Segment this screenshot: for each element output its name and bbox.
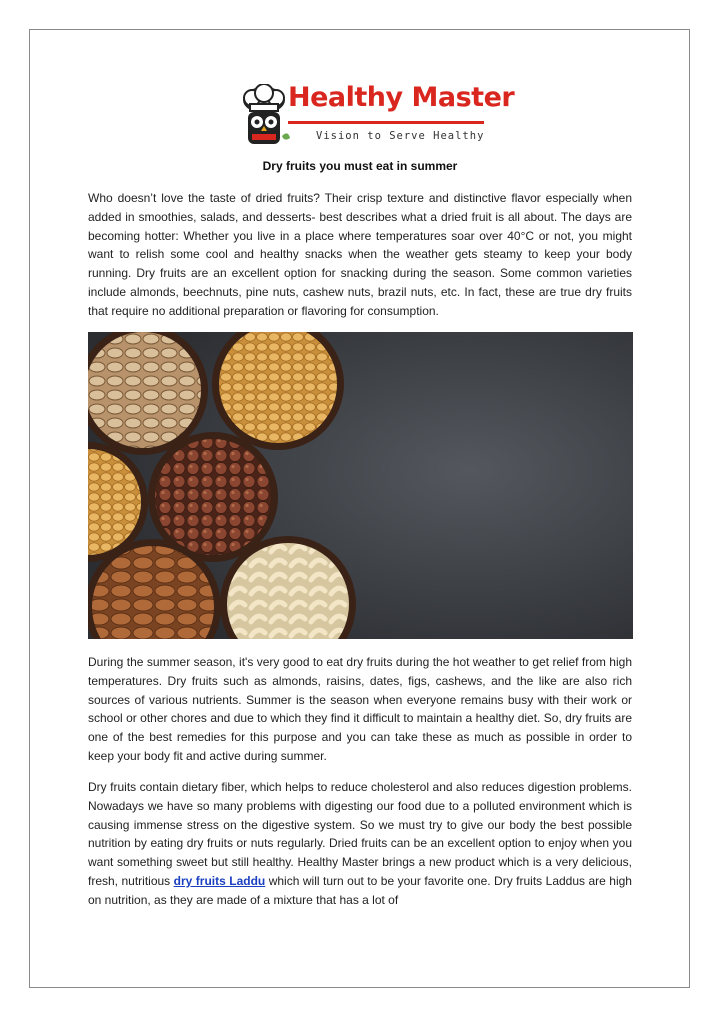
article-title: Dry fruits you must eat in summer (262, 159, 458, 173)
logo-brand-name: Healthy Master (288, 82, 515, 113)
paragraph-3-text-after: which will turn out to be your favorite one. Dry fruits Laddus are high on nutrition, as they are made of a mixture that has a lot of (88, 873, 632, 907)
chef-owl-icon (238, 84, 290, 148)
paragraph-2: During the summer season, it's very good to eat dry fruits during the hot weather to get relief from high temperatures. Dry fruits such as almonds, raisins, dates, figs, cashews, and the like are also rich sources of various nutrients. Summer is the season when everyone remains busy with their work or school or other chores and due to which they find it difficult to maintain a healthy diet. So, dry fruits are one of the best remedies for this purpose and you can take these as much as possible in order to keep your body fit and active during summer. (88, 655, 632, 763)
paragraph-1: Who doesn’t love the taste of dried fruits? Their crisp texture and distinctive flavor especially when added in smoothies, salads, and desserts- best describes what a dried fruit is all about. The days are becoming hotter: Whether you live in a place where temperatures soar over 40°C or not, you might want to relish some cool and healthy snacks when the weather gets steamy to keep your body running. Dry fruits are an excellent option for snacking during the season. Some common varieties include almonds, beechnuts, pine nuts, cashew nuts, brazil nuts, etc. In fact, these are true dry fruits that require no additional preparation or flavoring for consumption. (88, 191, 632, 318)
dry-fruits-laddu-link[interactable]: dry fruits Laddu (173, 873, 266, 888)
paragraph-3-text-before: Dry fruits contain dietary fiber, which helps to reduce cholesterol and also reduces digestion problems. Nowadays we have so many problems with digesting our food due to a polluted environment which is causing immense stress on the digestive system. So we must try to give our body the best possible nutrition by eating dry fruits or nuts regularly. Dried fruits can be an excellent option to enjoy when you want something sweet but still healthy. Healthy Master brings a new product which is a very delicious, fresh, nutritious (88, 780, 632, 888)
logo-tagline: Vision to Serve Healthy (316, 130, 485, 142)
healthy-master-logo (238, 82, 515, 148)
dry-fruits-photo (88, 332, 633, 639)
logo-divider (288, 121, 484, 124)
paragraph-3 (88, 778, 632, 910)
